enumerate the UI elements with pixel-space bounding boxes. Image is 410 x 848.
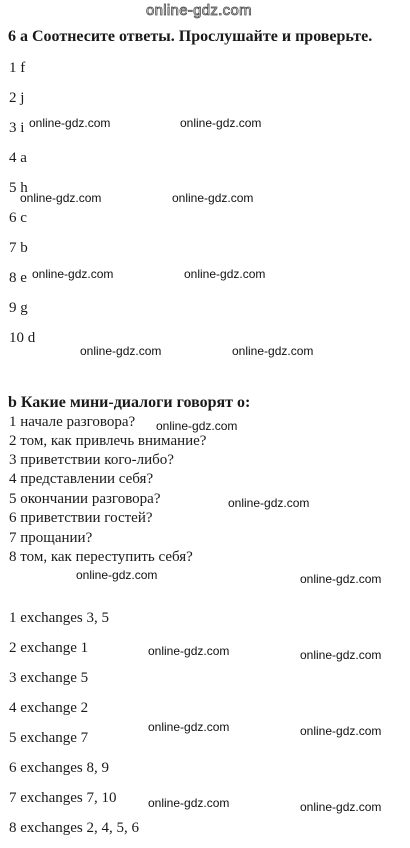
- question-line: 4 представлении себя?: [9, 471, 154, 487]
- watermark: online-gdz.com: [184, 267, 266, 281]
- question-line: 7 прощании?: [9, 530, 93, 546]
- watermark: online-gdz.com: [172, 191, 254, 205]
- watermark: online-gdz.com: [148, 644, 230, 658]
- exchange-line: 3 exchange 5: [9, 670, 89, 686]
- watermark: online-gdz.com: [20, 191, 102, 205]
- question-line: 2 том, как привлечь внимание?: [9, 433, 207, 449]
- watermark: online-gdz.com: [300, 724, 382, 738]
- exchange-line: 4 exchange 2: [9, 700, 89, 716]
- answer-line: 4 a: [9, 150, 27, 166]
- answer-line: 3 i: [9, 120, 25, 136]
- exchange-line: 7 exchanges 7, 10: [9, 790, 117, 806]
- answer-line: 8 e: [9, 270, 27, 286]
- watermark-logo: online-gdz.com: [146, 2, 252, 19]
- watermark: online-gdz.com: [180, 116, 262, 130]
- watermark: online-gdz.com: [148, 796, 230, 810]
- question-line: 1 начале разговора?: [9, 414, 136, 430]
- answer-line: 10 d: [9, 330, 36, 346]
- exchange-line: 1 exchanges 3, 5: [9, 610, 109, 626]
- watermark: online-gdz.com: [232, 344, 314, 358]
- watermark: online-gdz.com: [300, 648, 382, 662]
- exchange-line: 8 exchanges 2, 4, 5, 6: [9, 820, 139, 836]
- answer-line: 1 f: [9, 60, 26, 76]
- section-b-heading: b Какие мини-диалоги говорят о:: [8, 394, 251, 411]
- answer-line: 5 h: [9, 180, 28, 196]
- answer-line: 2 j: [9, 90, 25, 106]
- question-line: 6 приветствии гостей?: [9, 510, 153, 526]
- watermark: online-gdz.com: [300, 572, 382, 586]
- question-line: 3 приветствии кого-либо?: [9, 452, 174, 468]
- watermark: online-gdz.com: [76, 568, 158, 582]
- watermark: online-gdz.com: [29, 116, 111, 130]
- exchange-line: 5 exchange 7: [9, 730, 89, 746]
- watermark: online-gdz.com: [32, 267, 114, 281]
- watermark: online-gdz.com: [300, 800, 382, 814]
- watermark: online-gdz.com: [156, 419, 238, 433]
- section-a-heading: 6 a Соотнесите ответы. Прослушайте и проверьте.: [8, 28, 373, 45]
- question-line: 5 окончании разговора?: [9, 491, 161, 507]
- exchange-line: 6 exchanges 8, 9: [9, 760, 109, 776]
- answer-line: 9 g: [9, 300, 28, 316]
- exchange-line: 2 exchange 1: [9, 640, 89, 656]
- answer-line: 6 c: [9, 210, 27, 226]
- watermark: online-gdz.com: [148, 720, 230, 734]
- watermark: online-gdz.com: [228, 496, 310, 510]
- question-line: 8 том, как переступить себя?: [9, 549, 193, 565]
- answer-line: 7 b: [9, 240, 28, 256]
- watermark: online-gdz.com: [80, 344, 162, 358]
